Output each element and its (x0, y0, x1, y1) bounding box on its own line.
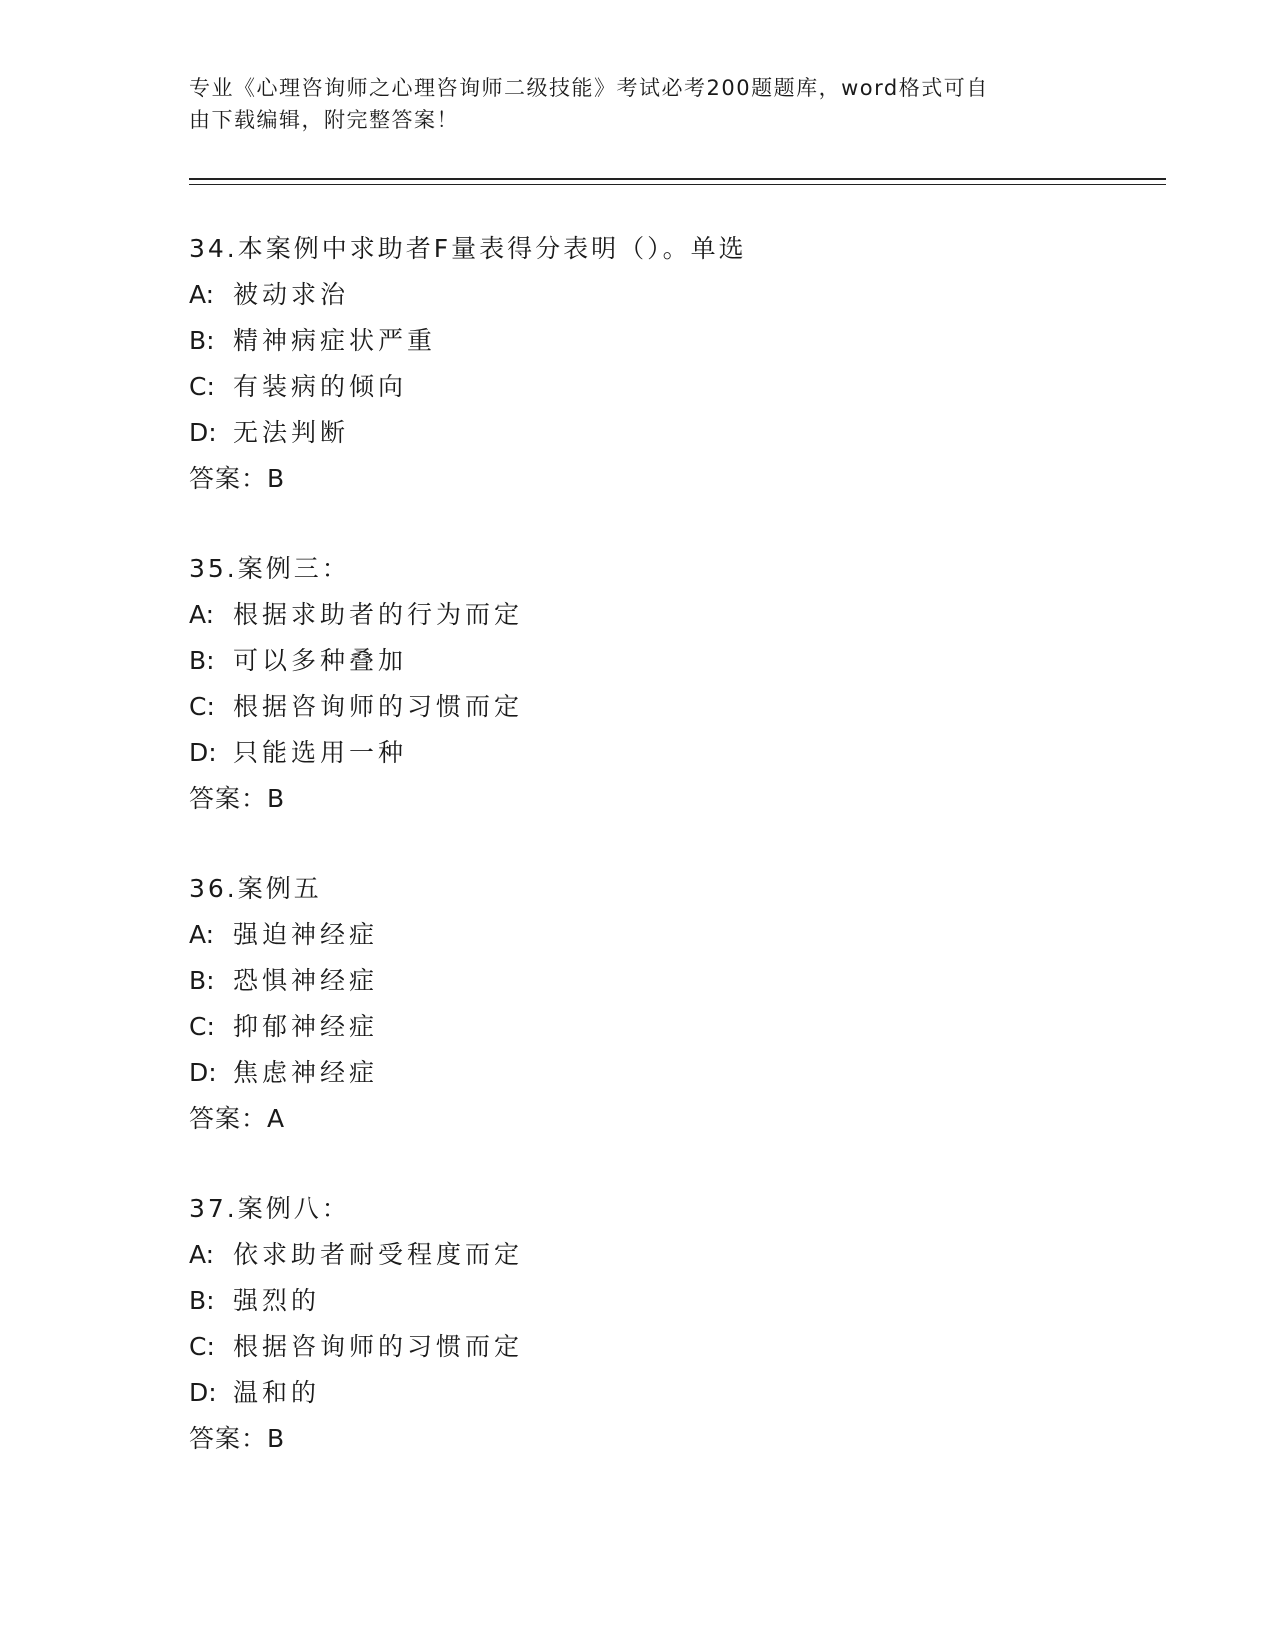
option-text: 无法判断 (233, 418, 350, 447)
question-37 (189, 1186, 1089, 1462)
option-c (189, 1004, 1089, 1050)
question-title: 34.本案例中求助者F量表得分表明（）。单选 (189, 234, 747, 263)
option-letter: A: (189, 280, 215, 309)
option-d (189, 410, 1089, 456)
option-a (189, 912, 1089, 958)
option-text: 强烈的 (233, 1286, 321, 1315)
option-letter: C: (189, 692, 215, 721)
option-b (189, 958, 1089, 1004)
option-text: 恐惧神经症 (233, 966, 379, 995)
option-d (189, 730, 1089, 776)
option-text: 焦虑神经症 (233, 1058, 379, 1087)
option-c (189, 1324, 1089, 1370)
option-letter: C: (189, 1012, 215, 1041)
header-divider-thick (189, 178, 1166, 180)
header-line-2: 由下载编辑，附完整答案！ (189, 108, 459, 132)
option-letter: D: (189, 418, 217, 447)
option-letter: A: (189, 600, 215, 629)
option-text: 温和的 (233, 1378, 321, 1407)
answer-line: 答案：B (189, 784, 286, 813)
option-text: 根据咨询师的习惯而定 (233, 692, 524, 721)
answer-line: 答案：B (189, 1424, 286, 1453)
question-35 (189, 546, 1089, 822)
option-letter: B: (189, 966, 215, 995)
document-header (189, 72, 1069, 136)
option-letter: D: (189, 738, 217, 767)
option-letter: B: (189, 1286, 215, 1315)
option-b (189, 638, 1089, 684)
option-letter: A: (189, 920, 215, 949)
header-divider-thin (189, 184, 1166, 185)
option-text: 依求助者耐受程度而定 (233, 1240, 524, 1269)
question-36 (189, 866, 1089, 1142)
option-a (189, 272, 1089, 318)
option-d (189, 1050, 1089, 1096)
option-letter: C: (189, 1332, 215, 1361)
option-a (189, 592, 1089, 638)
option-text: 强迫神经症 (233, 920, 379, 949)
option-letter: D: (189, 1058, 217, 1087)
question-title: 35.案例三： (189, 554, 350, 583)
option-a (189, 1232, 1089, 1278)
option-text: 有装病的倾向 (233, 372, 408, 401)
option-d (189, 1370, 1089, 1416)
option-c (189, 364, 1089, 410)
question-34 (189, 226, 1089, 502)
option-text: 被动求治 (233, 280, 350, 309)
option-letter: B: (189, 326, 215, 355)
option-letter: D: (189, 1378, 217, 1407)
option-text: 只能选用一种 (233, 738, 408, 767)
option-letter: C: (189, 372, 215, 401)
option-text: 可以多种叠加 (233, 646, 408, 675)
option-b (189, 318, 1089, 364)
option-c (189, 684, 1089, 730)
option-text: 精神病症状严重 (233, 326, 437, 355)
question-title: 36.案例五 (189, 874, 322, 903)
option-b (189, 1278, 1089, 1324)
option-text: 根据求助者的行为而定 (233, 600, 524, 629)
option-letter: B: (189, 646, 215, 675)
option-text: 根据咨询师的习惯而定 (233, 1332, 524, 1361)
answer-line: 答案：A (189, 1104, 286, 1133)
answer-line: 答案：B (189, 464, 286, 493)
header-line-1: 专业《心理咨询师之心理咨询师二级技能》考试必考200题题库，word格式可自 (189, 76, 989, 100)
option-text: 抑郁神经症 (233, 1012, 379, 1041)
question-title: 37.案例八： (189, 1194, 350, 1223)
option-letter: A: (189, 1240, 215, 1269)
